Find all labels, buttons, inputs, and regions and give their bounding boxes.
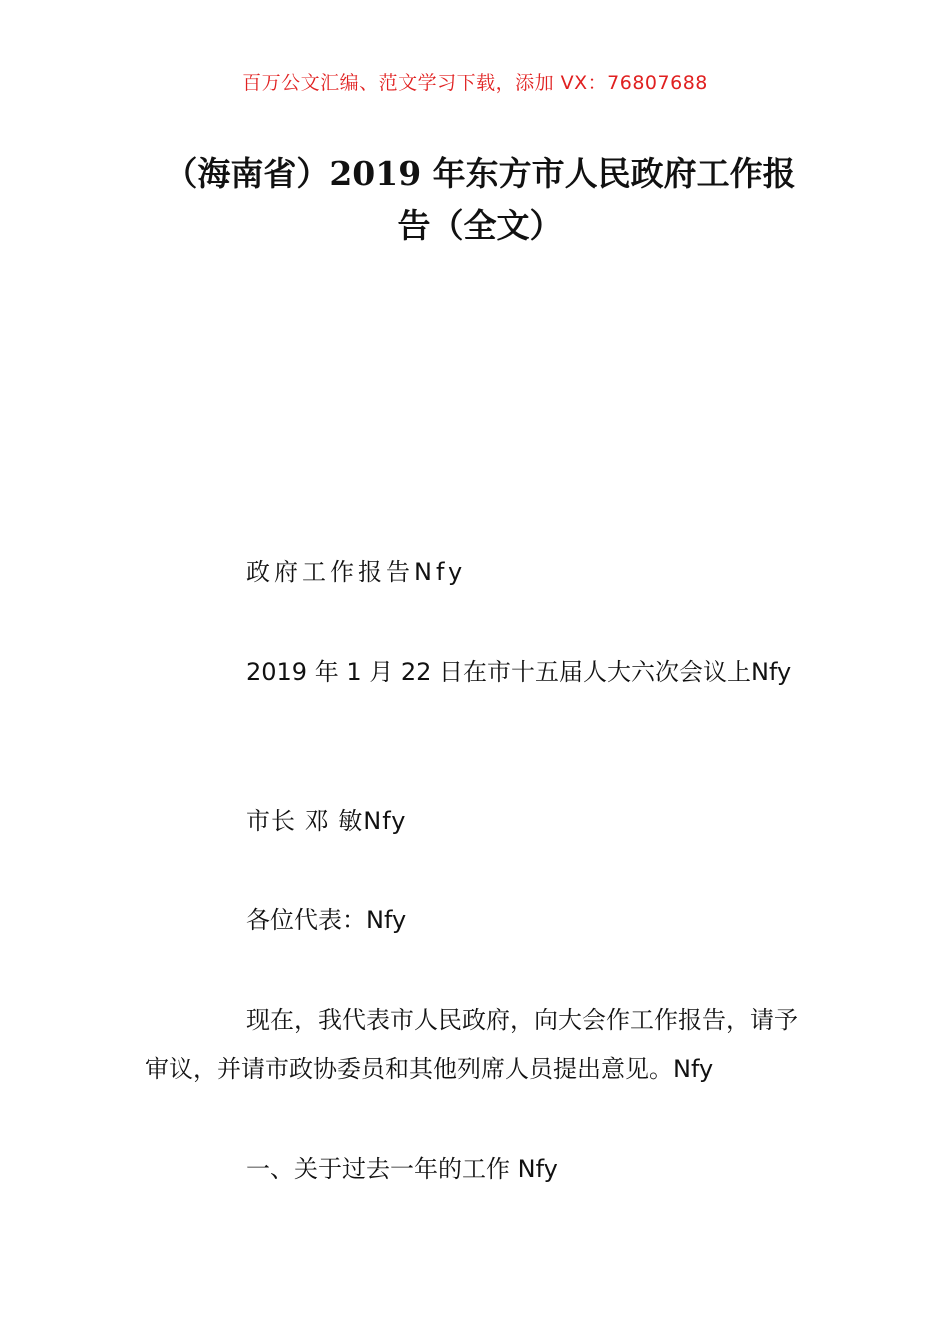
mayor-line: 市长 邓 敏Nfy <box>246 807 407 835</box>
report-heading: 政府工作报告Nfy <box>246 558 467 586</box>
promo-header-note: 百万公文汇编、范文学习下载，添加 VX：76807688 <box>242 72 708 94</box>
date-line: 2019 年 1 月 22 日在市十五届人大六次会议上Nfy <box>246 658 792 686</box>
document-title: （海南省）2019 年东方市人民政府工作报告（全文） <box>164 154 796 245</box>
greeting-line: 各位代表：Nfy <box>246 906 407 934</box>
section-heading-one: 一、关于过去一年的工作 Nfy <box>246 1155 558 1183</box>
intro-paragraph: 现在，我代表市人民政府，向大会作工作报告，请予审议，并请市政协委员和其他列席人员提出意见。Nfy <box>145 1006 798 1083</box>
